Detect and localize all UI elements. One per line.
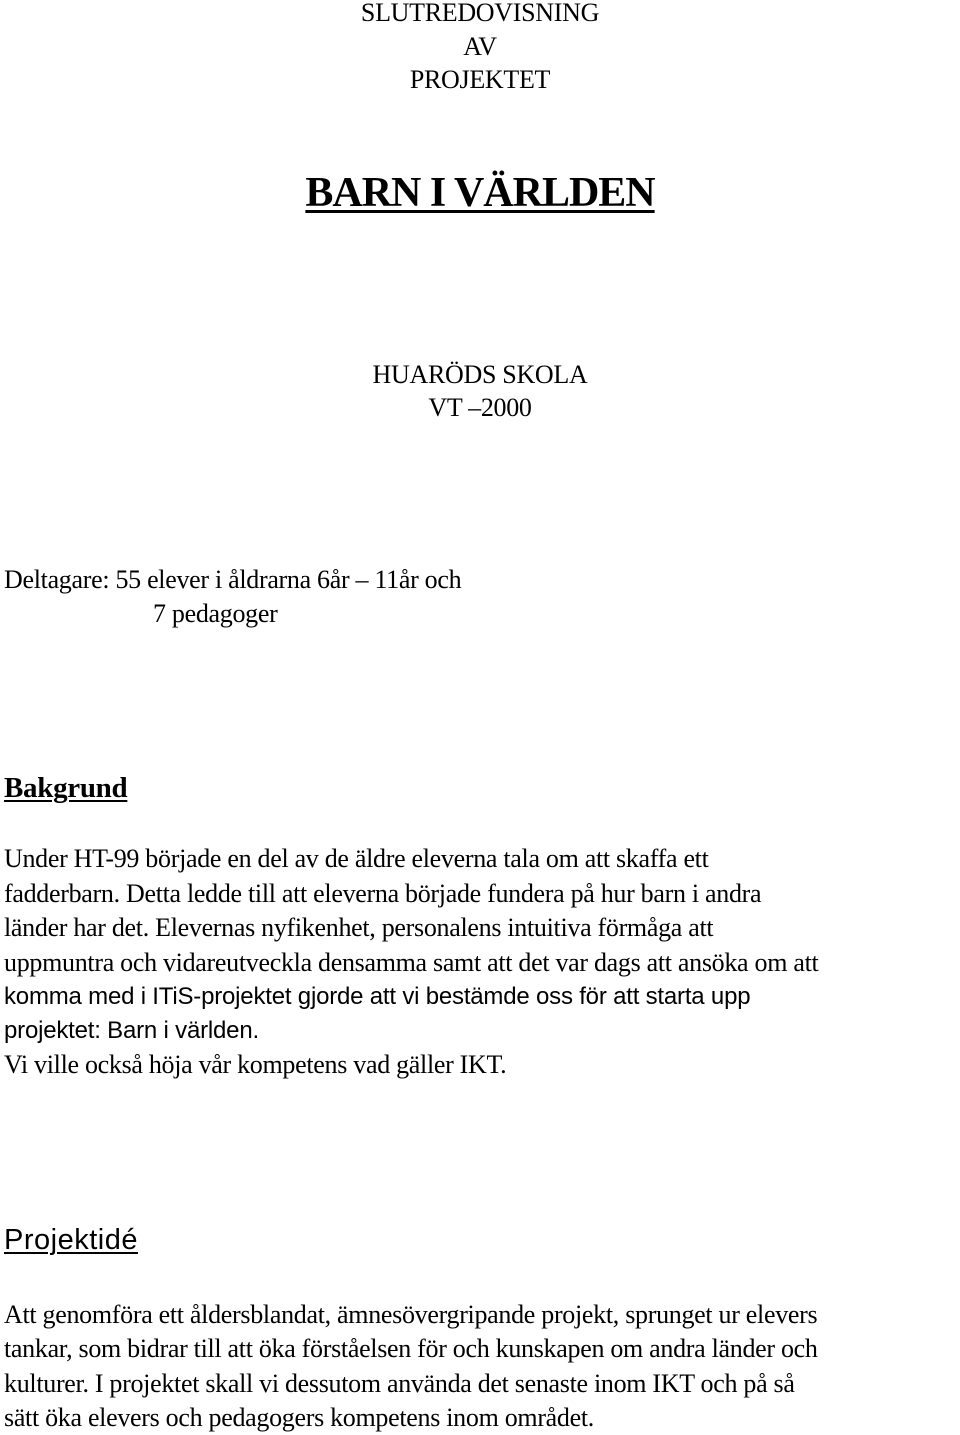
participants-line: 7 pedagoger [153,599,278,628]
idea-paragraph-line: Att genomföra ett åldersblandat, ämnesövergripande projekt, sprunget ur elevers [4,1300,818,1329]
background-paragraph-line: länder har det. Elevernas nyfikenhet, personalens intuitiva förmåga att [4,913,714,942]
report-type-line: AV [463,32,497,61]
background-paragraph-line: projektet: Barn i världen. [4,1017,259,1044]
report-type-line: SLUTREDOVISNING [360,0,600,27]
section-heading-project-idea: Projektidé [4,1224,138,1256]
background-paragraph-line: fadderbarn. Detta ledde till att eleverna började fundera på hur barn i andra [4,879,762,908]
idea-paragraph-line: sätt öka elevers och pedagogers kompetens inom området. [4,1403,594,1432]
background-paragraph-line: Vi ville också höja vår kompetens vad gäller IKT. [4,1050,507,1079]
report-type-line: PROJEKTET [409,65,551,94]
school-name: HUARÖDS SKOLA [372,360,588,389]
participants-line: Deltagare: 55 elever i åldrarna 6år – 11år och [4,565,462,594]
background-paragraph-line: Under HT-99 började en del av de äldre eleverna tala om att skaffa ett [4,844,709,873]
background-paragraph-line: uppmuntra och vidareutveckla densamma samt att det var dags att ansöka om att [4,948,819,977]
idea-paragraph-line: tankar, som bidrar till att öka förståelsen för och kunskapen om andra länder och [4,1334,818,1363]
idea-paragraph-line: kulturer. I projektet skall vi dessutom använda det senaste inom IKT och på så [4,1369,795,1398]
document-title: BARN I VÄRLDEN [305,170,655,216]
school-term: VT –2000 [428,393,532,422]
section-heading-background: Bakgrund [4,772,128,804]
background-paragraph-line: komma med i ITiS-projektet gjorde att vi bestämde oss för att starta upp [4,983,751,1010]
